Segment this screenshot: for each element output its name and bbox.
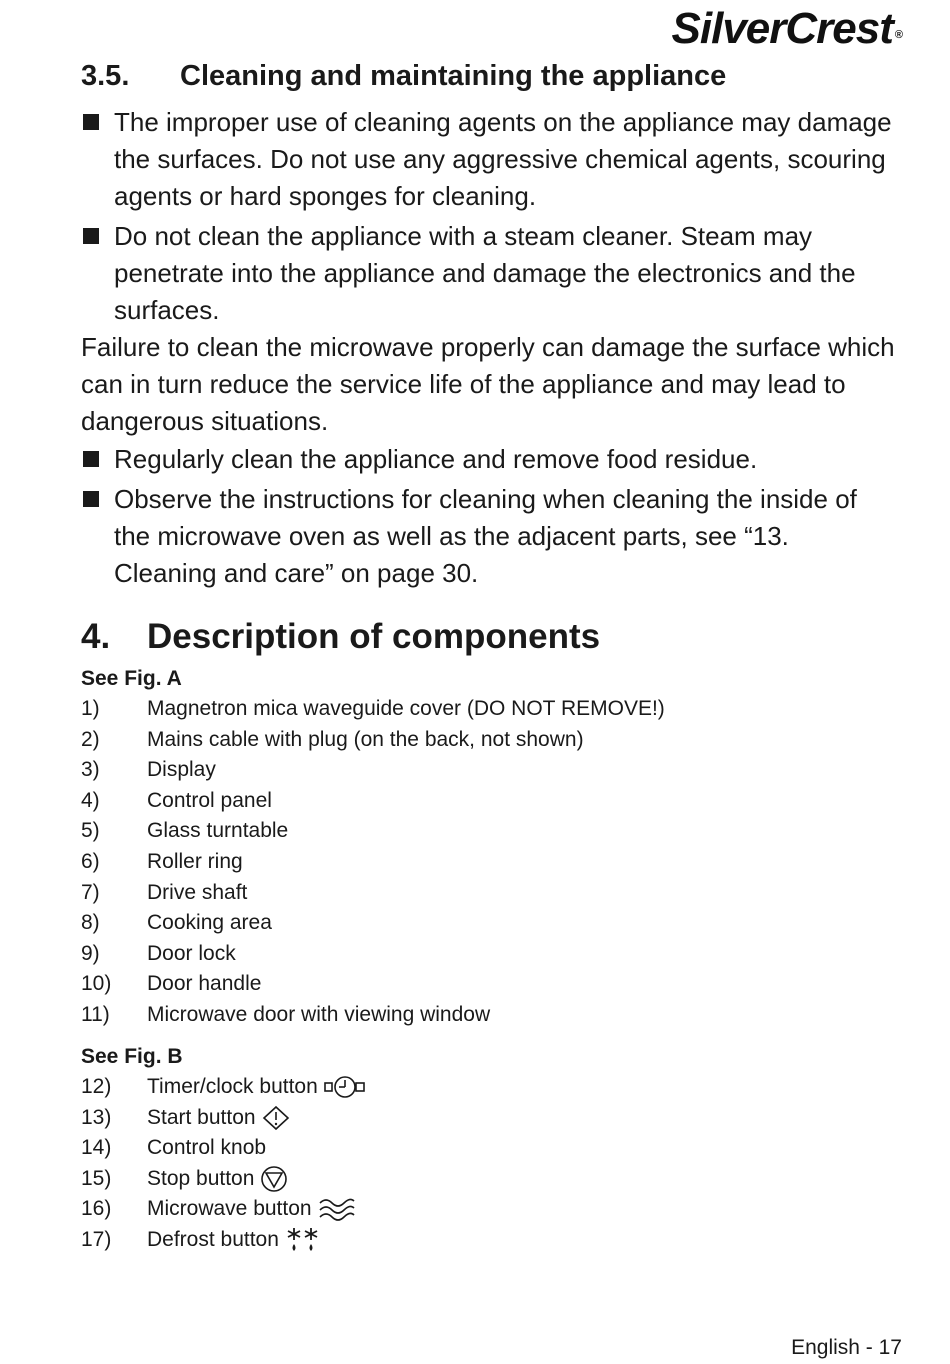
component-list-item — [81, 1072, 781, 1103]
component-list-item — [81, 755, 781, 786]
item-label: Roller ring — [147, 849, 243, 873]
fig-a-component-list — [81, 694, 781, 1031]
timer-clock-icon — [324, 1075, 368, 1099]
microwave-waves-icon — [318, 1197, 356, 1223]
item-number: 15) — [81, 1166, 112, 1190]
section-title: Description of components — [147, 617, 601, 656]
item-label: Door handle — [147, 972, 262, 996]
item-label: Cooking area — [147, 911, 272, 935]
item-label: Stop button — [147, 1166, 255, 1190]
item-number: 7) — [81, 880, 100, 904]
component-list-item — [81, 816, 781, 847]
item-label: Control panel — [147, 788, 272, 812]
item-number: 10) — [81, 972, 112, 996]
bullet-item: Regularly clean the appliance and remove food residue. — [81, 441, 921, 478]
item-label: Glass turntable — [147, 819, 289, 843]
bullets-group-b — [81, 441, 921, 592]
registered-mark: ® — [894, 29, 902, 41]
item-number: 1) — [81, 697, 100, 720]
logo-text: SilverCrest — [671, 4, 893, 53]
component-list-item — [81, 1133, 781, 1164]
item-number: 4) — [81, 788, 100, 812]
section-4-heading — [81, 612, 600, 662]
component-list-item — [81, 908, 781, 939]
bullet-square-icon — [83, 114, 99, 130]
item-label: Start button — [147, 1105, 256, 1129]
item-number: 8) — [81, 911, 100, 935]
item-number: 6) — [81, 849, 100, 873]
component-list-item — [81, 786, 781, 817]
component-list-item — [81, 1225, 781, 1256]
component-list-item — [81, 694, 781, 725]
section-title: Cleaning and maintaining the appliance — [180, 60, 727, 92]
body-paragraph: Failure to clean the microwave properly can damage the surface which can in turn reduce the service life of the appliance and may lead to dangerous situations. — [81, 332, 895, 436]
item-label: Defrost button — [147, 1227, 279, 1251]
component-list-item — [81, 1164, 781, 1195]
component-list-item — [81, 1103, 781, 1134]
item-number: 11) — [81, 1002, 110, 1026]
page-footer: English - 17 — [791, 1336, 902, 1359]
item-label: Magnetron mica waveguide cover (DO NOT REMOVE!) — [147, 697, 665, 720]
bullet-square-icon — [83, 228, 99, 244]
stop-icon — [260, 1165, 288, 1193]
item-label: Door lock — [147, 941, 236, 965]
defrost-icon — [285, 1226, 321, 1254]
item-label: Timer/clock button — [147, 1075, 318, 1098]
bullet-item: Do not clean the appliance with a steam cleaner. Steam may penetrate into the appliance and damage the electronics and the surfaces. — [81, 218, 921, 329]
start-icon — [262, 1105, 290, 1131]
bullet-square-icon — [83, 451, 99, 467]
item-number: 12) — [81, 1075, 112, 1098]
item-label: Microwave button — [147, 1197, 312, 1221]
section-number: 3.5. — [81, 60, 130, 92]
fig-b-label: See Fig. B — [81, 1045, 183, 1068]
component-list-item — [81, 1000, 781, 1031]
item-label: Mains cable with plug (on the back, not shown) — [147, 727, 584, 751]
item-number: 9) — [81, 941, 100, 965]
item-label: Microwave door with viewing window — [147, 1002, 491, 1026]
bullets-group-a — [81, 104, 921, 329]
item-label: Drive shaft — [147, 880, 248, 904]
component-list-item — [81, 878, 781, 909]
item-number: 17) — [81, 1227, 112, 1251]
item-number: 16) — [81, 1197, 112, 1221]
brand-logo — [672, 4, 902, 54]
component-list-item — [81, 969, 781, 1000]
bullet-item: Observe the instructions for cleaning when cleaning the inside of the microwave oven as well as the adjacent parts, see “13. Cleaning and care” on page 30. — [81, 481, 921, 592]
section-number: 4. — [81, 617, 111, 656]
component-list-item — [81, 725, 781, 756]
item-number: 2) — [81, 727, 100, 751]
component-list-item — [81, 847, 781, 878]
fig-a-label: See Fig. A — [81, 667, 182, 690]
item-label: Display — [147, 758, 216, 782]
component-list-item — [81, 1194, 781, 1225]
bullet-item: The improper use of cleaning agents on the appliance may damage the surfaces. Do not use any aggressive chemical agents, scouring agents or hard sponges for cleaning. — [81, 104, 921, 215]
item-number: 5) — [81, 819, 100, 843]
item-number: 3) — [81, 758, 100, 782]
fig-b-component-list — [81, 1072, 781, 1256]
item-label: Control knob — [147, 1136, 267, 1160]
section-3-5-heading — [81, 54, 726, 98]
item-number: 14) — [81, 1136, 112, 1160]
item-number: 13) — [81, 1105, 112, 1129]
bullet-square-icon — [83, 491, 99, 507]
component-list-item — [81, 939, 781, 970]
